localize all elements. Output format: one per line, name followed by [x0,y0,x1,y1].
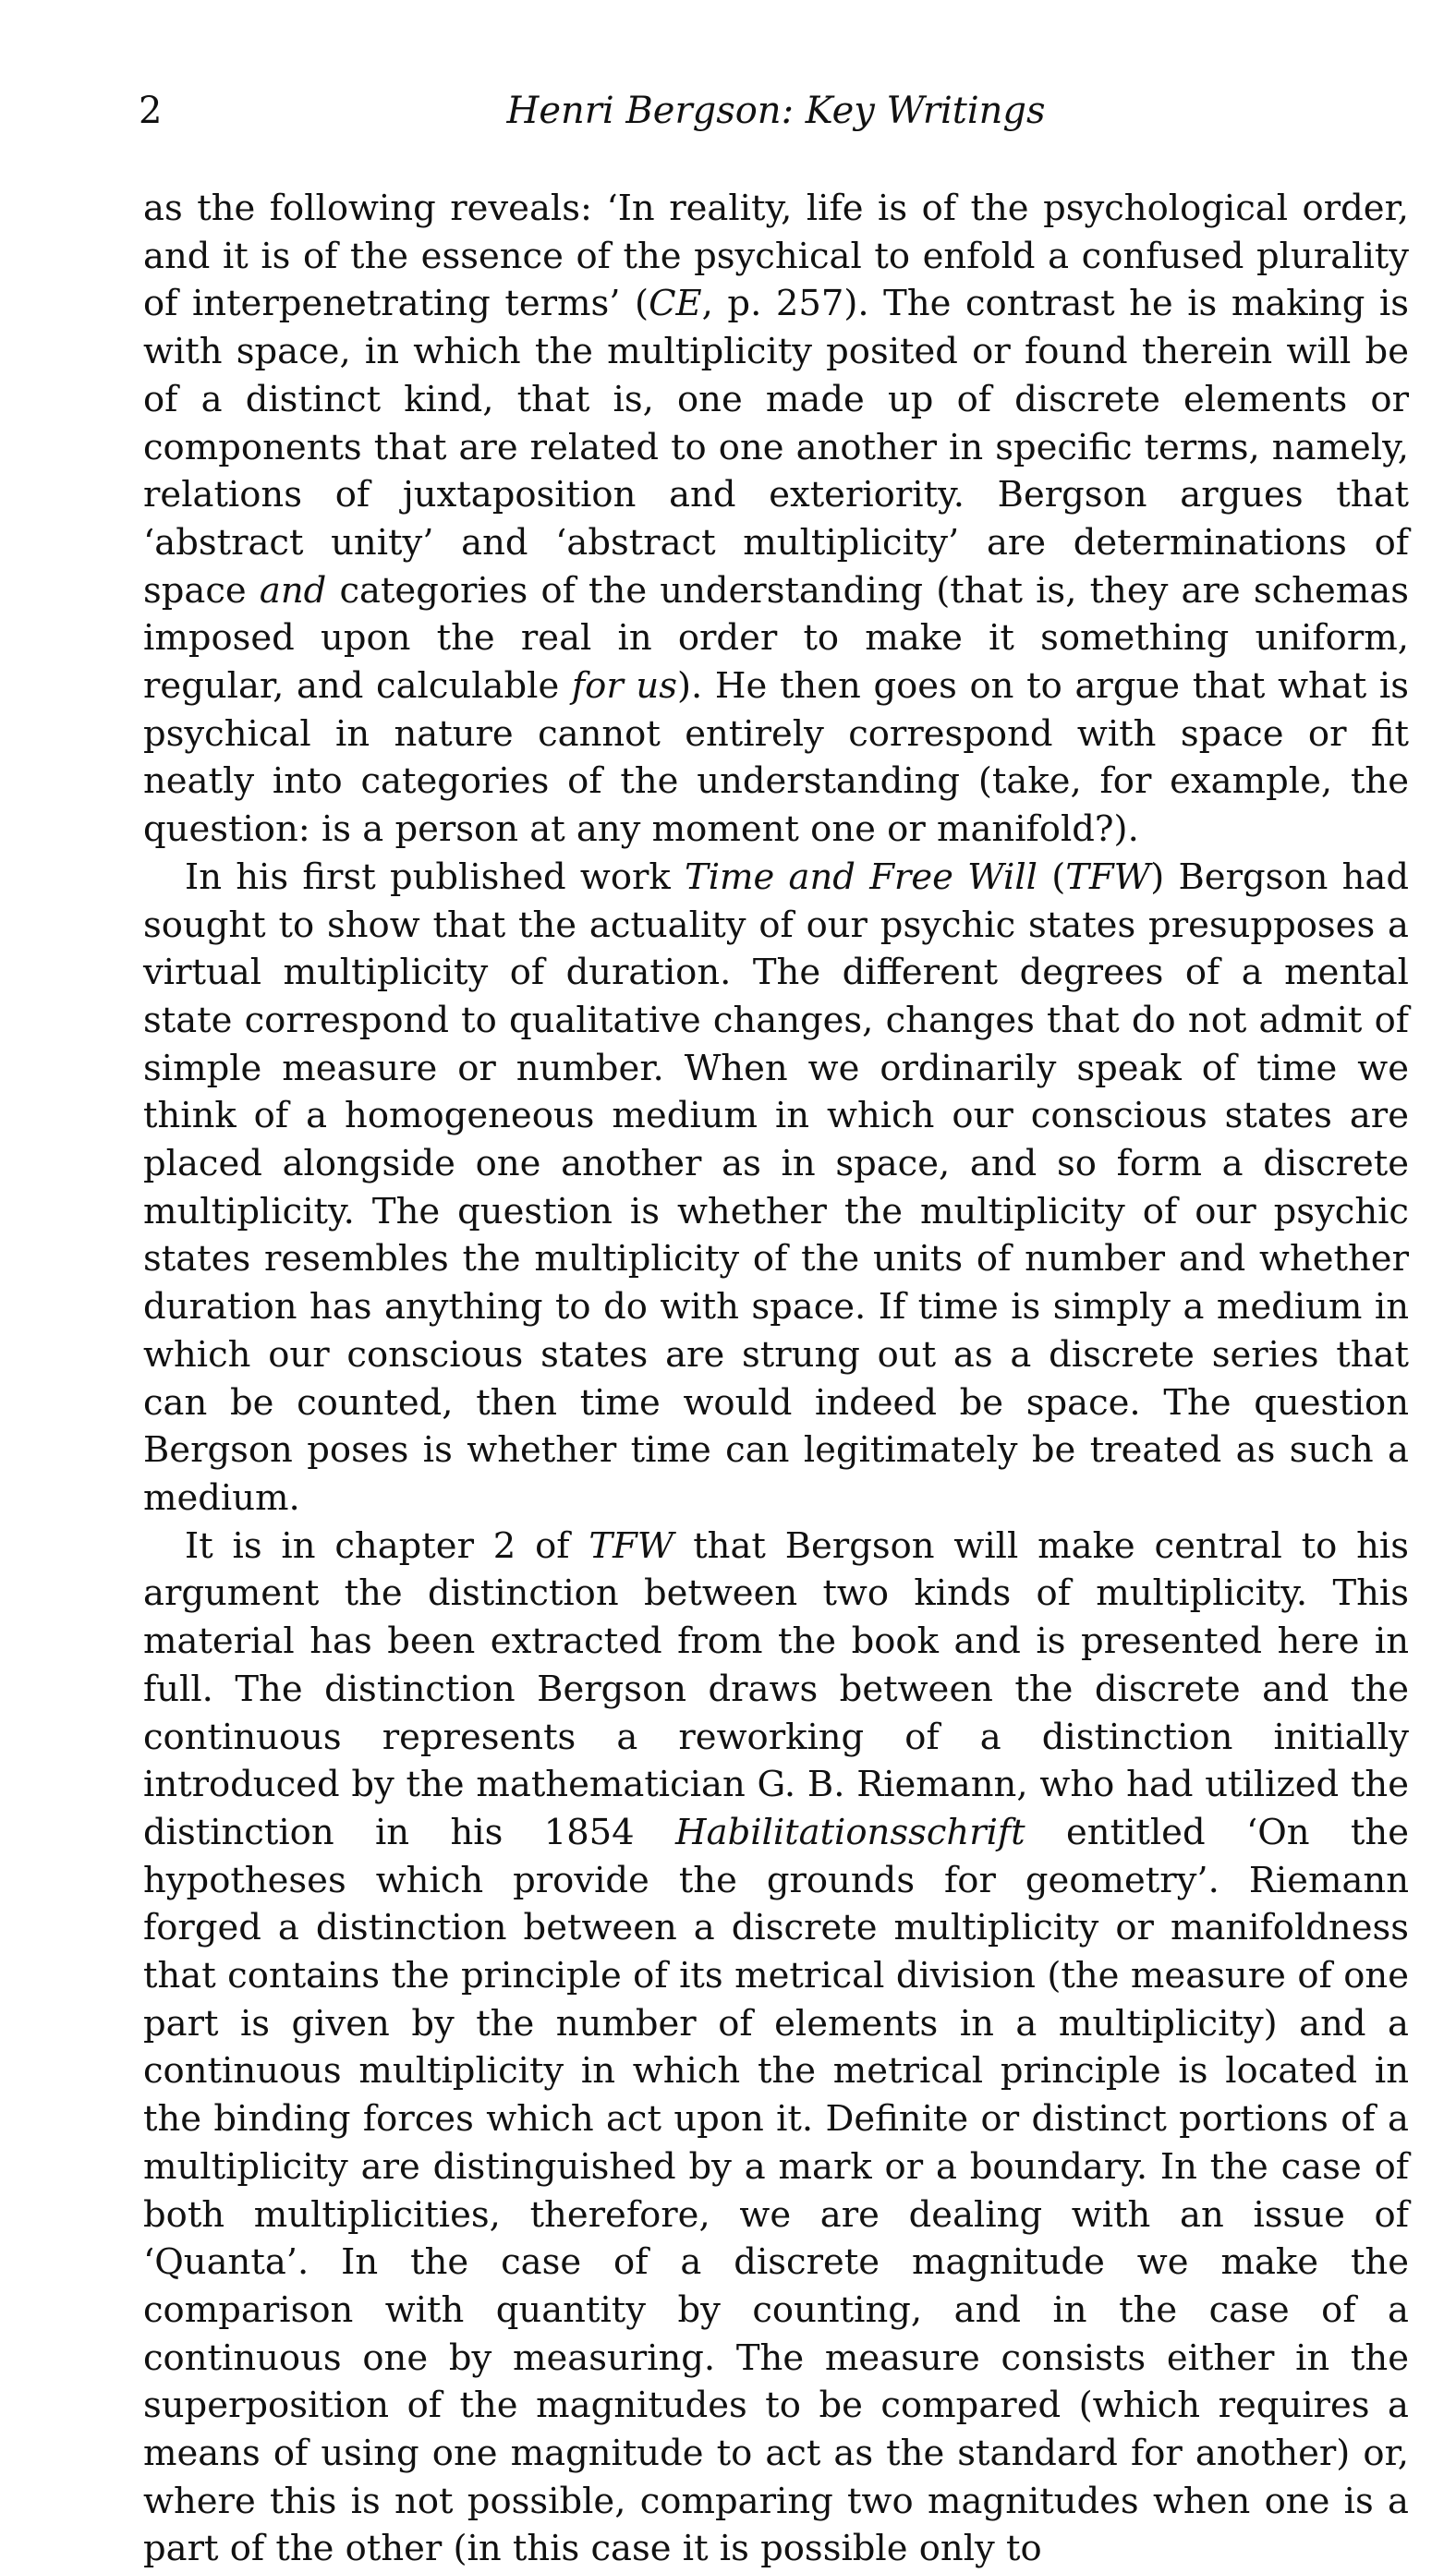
italic-emphasis: and [259,569,327,612]
paragraph-3 [143,1523,1409,2573]
text-run: ( [1037,856,1066,898]
text-run: ). He then goes on to argue that what is psychical in nature cannot entirely correspond with space or fit neatly into categories of the understanding (take, for example, the question: is a person at any moment one or manifold?). [143,665,1409,851]
paragraph-1 [143,185,1409,854]
italic-book-title: Time and Free Will [685,856,1037,898]
italic-abbreviation: CE [649,283,702,325]
italic-abbreviation: TFW [588,1524,674,1567]
paragraph-2 [143,854,1409,1523]
text-run: categories of the understanding (that is, they are schemas imposed upon the real in order to make it something uniform, regular, and calculable [143,569,1409,708]
text-run: that Bergson will make central to his argument the distinction between two kinds of multiplicity. This material has been extracted from the book and is presented here in full. The distinction Bergson draws between the discrete and the continuous represents a reworking of a distinction initially introduced by the mathematician G. B. Riemann, who had utilized the distinction in his 1854 [143,1524,1409,1853]
page-number: 2 [139,90,163,132]
text-run: In his first published work [185,856,686,898]
text-run: It is in chapter 2 of [185,1524,589,1567]
italic-foreign-term: Habilitationsschrift [675,1811,1025,1853]
running-title: Henri Bergson: Key Writings [506,90,1046,132]
italic-abbreviation: TFW [1065,856,1151,898]
text-run: , p. 257). The contrast he is making is with space, in which the multiplicity posited or found therein will be of a distinct kind, that is, one made up of discrete elements or components that are related to one another in specific terms, namely, relations of juxtaposition and exteriority. Bergson argues that ‘abstract unity’ and ‘abstract multiplicity’ are determinations of space [143,283,1409,612]
text-run: entitled ‘On the hypotheses which provide the grounds for geometry’. Riemann forged a distinction between a discrete multiplicity or manifoldness that contains the principle of its metrical division (the measure of one part is given by the number of elements in a multiplicity) and a continuous multiplicity in which the metrical principle is located in the binding forces which act upon it. Definite or distinct portions of a multiplicity are distinguished by a mark or a boundary. In the case of both multiplicities, therefore, we are dealing with an issue of ‘Quanta’. In the case of a discrete magnitude we make the comparison with quantity by counting, and in the case of a continuous one by measuring. The measure consists either in the superposition of the magnitudes to be compared (which requires a means of using one magnitude to act as the standard for another) or, where this is not possible, comparing two magnitudes when one is a part of the other (in this case it is possible only to [143,1811,1409,2570]
text-run: as the following reveals: ‘In reality, life is of the psychological order, and it is of the essence of the psychical to enfold a confused plurality of interpenetrating terms’ ( [143,188,1409,325]
italic-emphasis: for us [571,665,677,708]
text-run: ) Bergson had sought to show that the actuality of our psychic states presupposes a virtual multiplicity of duration. The different degrees of a mental state correspond to qualitative changes, changes that do not admit of simple measure or number. When we ordinarily speak of time we think of a homogeneous medium in which our conscious states are placed alongside one another as in space, and so form a discrete multiplicity. The question is whether the multiplicity of our psychic states resembles the multiplicity of the units of number and whether duration has anything to do with space. If time is simply a medium in which our conscious states are strung out as a discrete series that can be counted, then time would indeed be space. The question Bergson poses is whether time can legitimately be treated as such a medium. [143,856,1410,1519]
body-text [143,185,1409,2573]
running-head [139,88,1414,143]
